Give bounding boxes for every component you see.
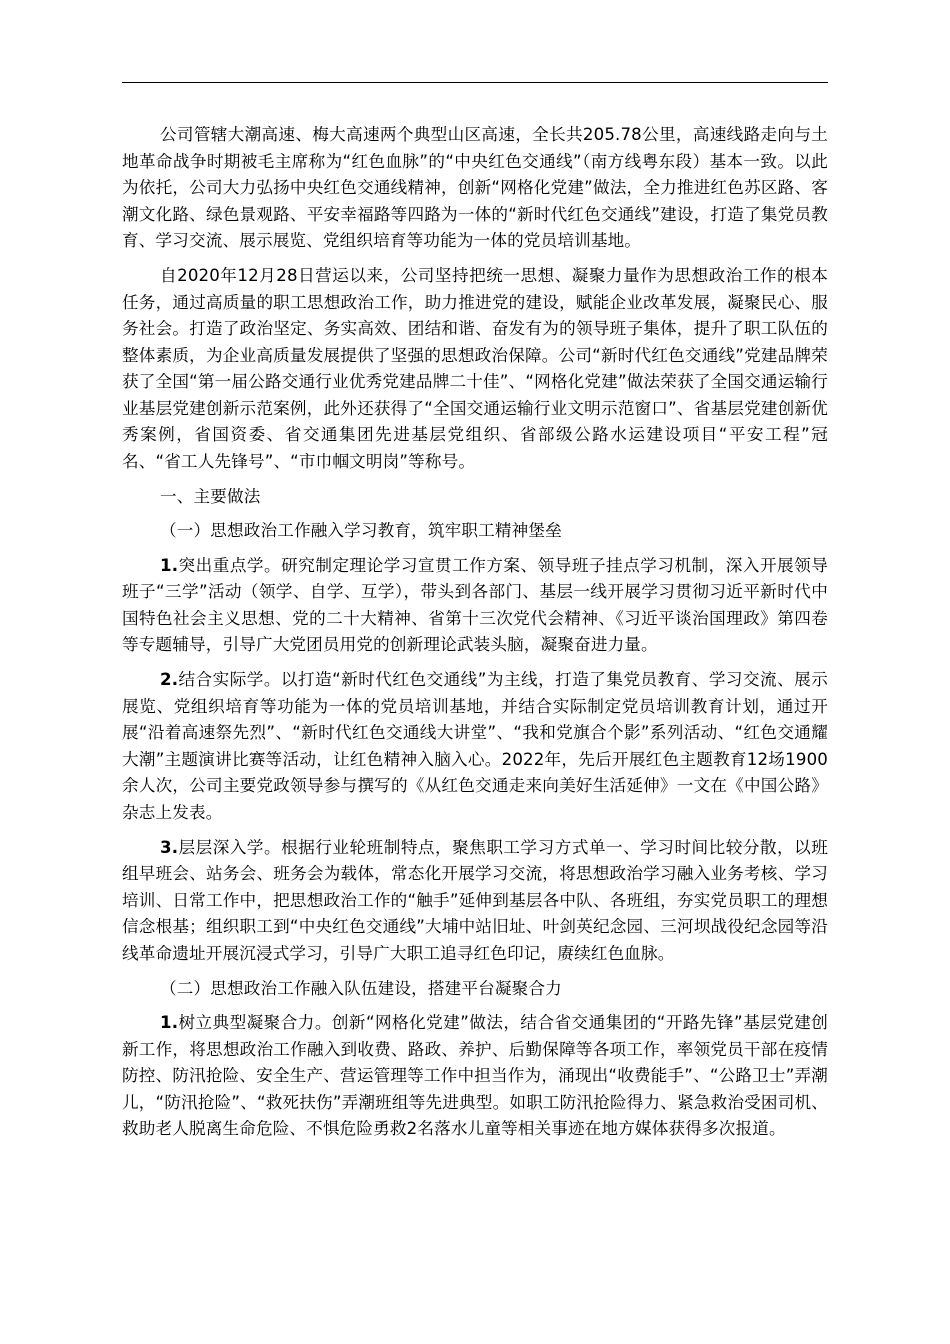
item-paragraph — [122, 667, 828, 826]
item-text: 突出重点学。研究制定理论学习宣贯工作方案、领导班子挂点学习机制，深入开展领导班子“三学”活动（领学、自学、互学），带头到各部门、基层一线开展学习贯彻习近平新时代中国特色社会主义思想、党的二十大精神、省第十三次党代会精神、《习近平谈治国理政》第四卷等专题辅导，引导广大党团员用党的创新理论武装头脑，凝聚奋进力量。 — [122, 555, 828, 654]
operations-paragraph: 自2020年12月28日营运以来，公司坚持把统一思想、凝聚力量作为思想政治工作的根本任务，通过高质量的职工思想政治工作，助力推进党的建设，赋能企业改革发展，凝聚民心、服务社会。打造了政治坚定、务实高效、团结和谐、奋发有为的领导班子集体，提升了职工队伍的整体素质，为企业高质量发展提供了坚强的思想政治保障。公司“新时代红色交通线”党建品牌荣获了全国“第一届公路交通行业优秀党建品牌二十佳”、“网格化党建”做法荣获了全国交通运输行业基层党建创新示范案例，此外还获得了“全国交通运输行业文明示范窗口”、省基层党建创新优秀案例，省国资委、省交通集团先进基层党组织、省部级公路水运建设项目“平安工程”冠名、“省工人先锋号”、“市巾帼文明岗”等称号。 — [122, 266, 828, 471]
header-rule — [122, 82, 828, 83]
item-paragraph — [122, 835, 828, 968]
item-paragraph — [122, 553, 828, 659]
section-heading-main-practices: 一、主要做法 — [160, 486, 261, 506]
item-number: 3. — [160, 837, 179, 857]
subsection-heading-2: （二）思想政治工作融入队伍建设，搭建平台凝聚合力 — [160, 978, 562, 998]
intro-paragraph: 公司管辖大潮高速、梅大高速两个典型山区高速，全长共205.78公里，高速线路走向与土地革命战争时期被毛主席称为“红色血脉”的“中央红色交通线”（南方线粤东段）基本一致。以此为依托，公司大力弘扬中央红色交通线精神，创新“网格化党建”做法，全力推进红色苏区路、客潮文化路、绿色景观路、平安幸福路等四路为一体的“新时代红色交通线”建设，打造了集党员教育、学习交流、展示展览、党组织培育等功能为一体的党员培训基地。 — [122, 125, 828, 250]
subsection-heading-1: （一）思想政治工作融入学习教育，筑牢职工精神堡垒 — [160, 521, 562, 540]
item-number: 1. — [160, 1013, 179, 1032]
item-text: 层层深入学。根据行业轮班制特点，聚焦职工学习方式单一、学习时间比较分散，以班组早班会、站务会、班务会为载体，常态化开展学习交流，将思想政治学习融入业务考核、学习培训、日常工作中，把思想政治工作的“触手”延伸到基层各中队、各班组，夯实党员职工的理想信念根基；组织职工到“中央红色交通线”大埔中站旧址、叶剑英纪念园、三河坝战役纪念园等沿线革命遗址开展沉浸式学习，引导广大职工追寻红色印记，赓续红色血脉。 — [122, 837, 828, 963]
item-text: 结合实际学。以打造“新时代红色交通线”为主线，打造了集党员教育、学习交流、展示展览、党组织培育等功能为一体的党员培训基地，并结合实际制定党员培训教育计划，通过开展“沿着高速祭先烈”、“新时代红色交通线大讲堂”、“我和党旗合个影”系列活动、“红色交通耀大潮”主题演讲比赛等活动，让红色精神入脑入心。2022年，先后开展红色主题教育12场1900余人次，公司主要党政领导参与撰写的《从红色交通走来向美好生活延伸》一文在《中国公路》杂志上发表。 — [122, 670, 828, 822]
document-body — [122, 122, 828, 1151]
item-paragraph — [122, 1010, 828, 1143]
item-number: 2. — [160, 670, 179, 689]
item-text: 树立典型凝聚合力。创新“网格化党建”做法，结合省交通集团的“开路先锋”基层党建创新工作，将思想政治工作融入到收费、路政、养护、后勤保障等各项工作，率领党员干部在疫情防控、防汛抢险、安全生产、营运管理等工作中担当作为，涌现出“收费能手”、“公路卫士”弄潮儿，“防汛抢险”、“救死扶伤”弄潮班组等先进典型。如职工防汛抢险得力、紧急救治受困司机、救助老人脱离生命危险、不惧危险勇救2名落水儿童等相关事迹在地方媒体获得多次报道。 — [122, 1013, 828, 1138]
item-number: 1. — [160, 555, 179, 575]
